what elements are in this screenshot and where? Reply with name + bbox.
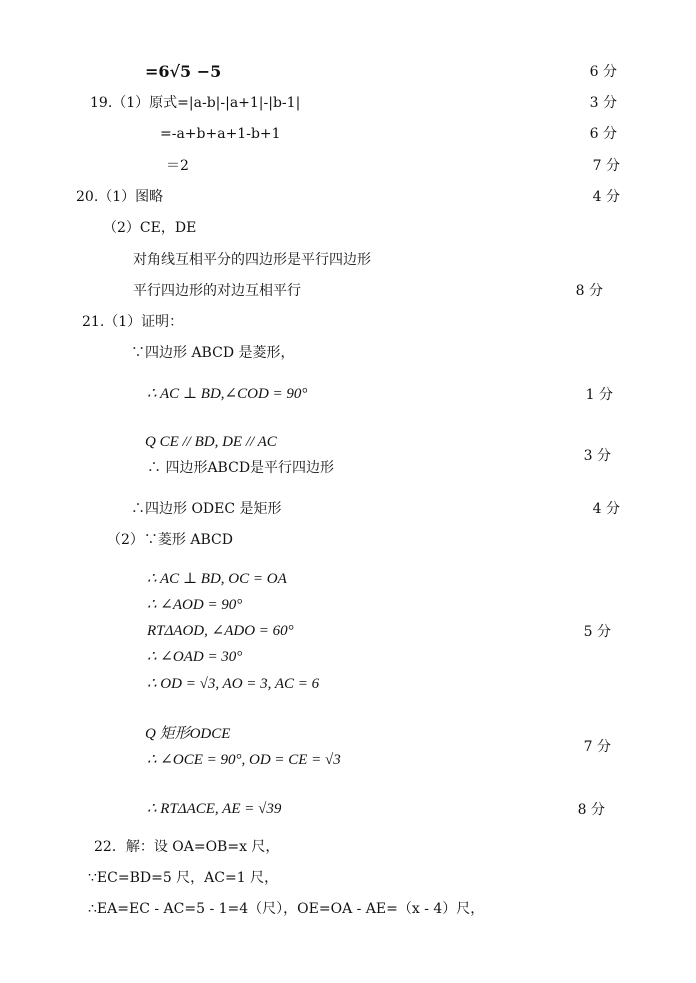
score-label: 6 分 xyxy=(589,126,617,142)
line-3: =-a+b+a+1-b+1 xyxy=(160,126,281,142)
line-20: ∴ OD = √3, AO = 3, AC = 6 xyxy=(147,676,320,692)
line-2: 19.（1）原式=|a-b|-|a+1|-|b-1| xyxy=(90,95,301,111)
line-8: 平行四边形的对边互相平行 xyxy=(133,283,301,299)
line-21: Q 矩形ODCE xyxy=(145,726,231,742)
score-label: 3 分 xyxy=(583,448,611,464)
line-23: ∴ RTΔACE, AE = √39 xyxy=(147,801,282,817)
line-16: ∴ AC ⊥ BD, OC = OA xyxy=(147,571,287,587)
line-14: ∴四边形 ODEC 是矩形 xyxy=(131,501,282,517)
score-label: 4 分 xyxy=(592,189,620,205)
line-15: （2）∵菱形 ABCD xyxy=(107,532,233,548)
line-6: （2）CE，DE xyxy=(103,220,197,236)
line-18: RTΔAOD, ∠ADO = 60° xyxy=(147,623,294,639)
line-1: =6√5 −5 xyxy=(145,62,222,81)
line-5: 20.（1）图略 xyxy=(76,189,164,205)
line-7: 对角线互相平分的四边形是平行四边形 xyxy=(133,252,371,268)
score-label: 8 分 xyxy=(577,802,605,818)
line-17: ∴ ∠AOD = 90° xyxy=(147,597,243,613)
line-25: ∵EC=BD=5 尺，AC=1 尺， xyxy=(88,870,279,886)
line-4: ＝2 xyxy=(166,158,189,174)
line-11: ∴ AC ⊥ BD,∠COD = 90° xyxy=(147,386,308,402)
score-label: 3 分 xyxy=(589,95,617,111)
line-9: 21.（1）证明： xyxy=(82,314,184,330)
score-label: 8 分 xyxy=(575,283,603,299)
line-24: 22．解：设 OA=OB=x 尺， xyxy=(94,839,280,855)
score-label: 5 分 xyxy=(583,624,611,640)
line-19: ∴ ∠OAD = 30° xyxy=(147,649,243,665)
line-26: ∴EA=EC - AC=5 - 1=4（尺），OE=OA - AE=（x - 4）尺， xyxy=(88,901,485,917)
line-22: ∴ ∠OCE = 90°, OD = CE = √3 xyxy=(147,752,341,768)
score-label: 4 分 xyxy=(592,501,620,517)
score-label: 6 分 xyxy=(589,64,617,80)
score-label: 1 分 xyxy=(585,387,613,403)
line-10: ∵四边形 ABCD 是菱形， xyxy=(131,345,295,361)
line-13: ∴ 四边形ABCD是平行四边形 xyxy=(147,460,335,476)
score-label: 7 分 xyxy=(592,158,620,174)
line-12: Q CE // BD, DE // AC xyxy=(145,434,277,450)
score-label: 7 分 xyxy=(583,739,611,755)
